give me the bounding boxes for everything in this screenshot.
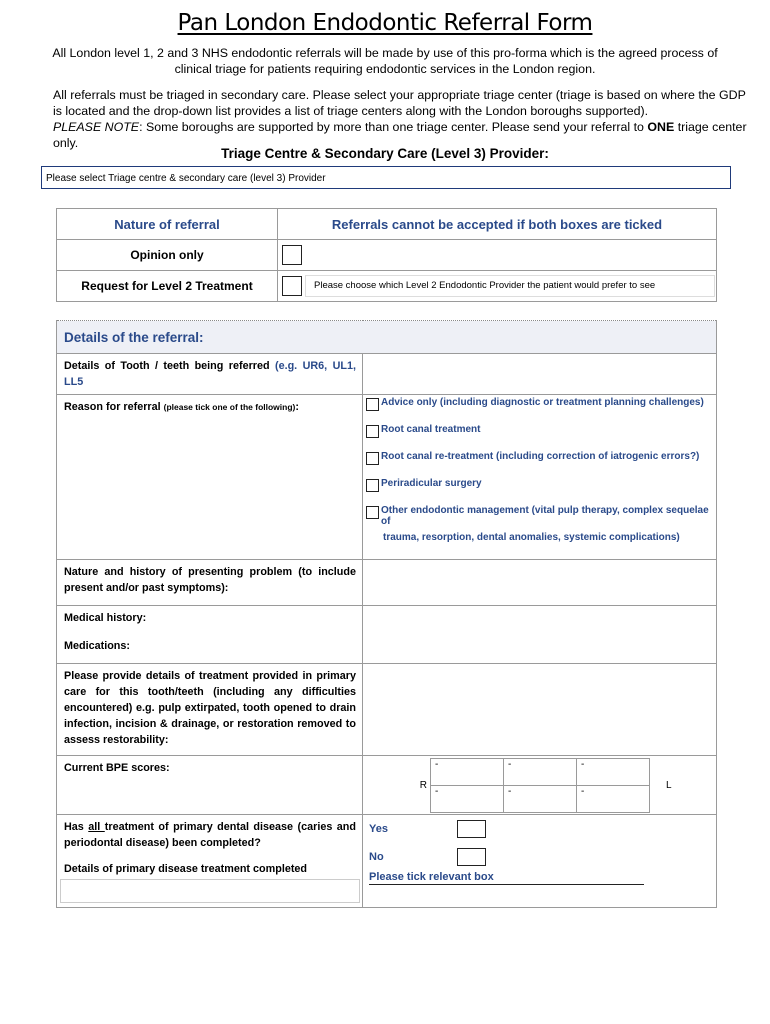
reason-option-label: Other endodontic management (vital pulp therapy, complex sequelae of bbox=[381, 505, 709, 527]
bpe-cell bbox=[363, 756, 717, 815]
form-title: Pan London Endodontic Referral Form bbox=[177, 10, 593, 36]
primary-question-end: treatment of primary dental disease (caries and periodontal disease) been completed? bbox=[64, 821, 356, 849]
reason-option-label: Periradicular surgery bbox=[381, 478, 482, 489]
bpe-score-cell[interactable]: - bbox=[577, 758, 650, 785]
history-label: Nature and history of presenting problem (to include present and/or past symptoms): bbox=[57, 560, 363, 606]
intro-text: All London level 1, 2 and 3 NHS endodontic referrals will be made by use of this pro-forma which is the agreed process of clinical triage for patients requiring endodontic services in the London region. bbox=[52, 46, 718, 76]
triage-heading: Triage Centre & Secondary Care (Level 3) Provider: bbox=[221, 146, 549, 161]
opinion-only-checkbox[interactable] bbox=[282, 245, 302, 265]
reason-option[interactable] bbox=[366, 451, 716, 478]
treatment-input[interactable] bbox=[363, 664, 717, 756]
primary-details-input[interactable] bbox=[60, 879, 360, 903]
reason-checkbox[interactable] bbox=[366, 452, 379, 465]
bpe-score-cell[interactable]: - bbox=[431, 785, 504, 812]
tooth-label-text: Details of Tooth / teeth being referred bbox=[64, 360, 275, 372]
primary-disease-options bbox=[363, 815, 717, 908]
no-label: No bbox=[369, 851, 384, 863]
reason-continuation: trauma, resorption, dental anomalies, systemic complications) bbox=[383, 532, 680, 543]
triage-instructions bbox=[53, 87, 753, 151]
bpe-score-cell[interactable]: - bbox=[431, 758, 504, 785]
details-heading: Details of the referral: bbox=[57, 321, 717, 354]
reason-checkbox[interactable] bbox=[366, 398, 379, 411]
referral-details-table bbox=[56, 320, 717, 908]
bpe-score-cell[interactable]: - bbox=[577, 785, 650, 812]
reason-checkbox[interactable] bbox=[366, 506, 379, 519]
reason-checkbox[interactable] bbox=[366, 479, 379, 492]
note-text-end: triage center only. bbox=[53, 120, 747, 150]
triage-provider-select[interactable]: Please select Triage centre & secondary care (level 3) Provider bbox=[41, 166, 731, 189]
medications-label: Medications: bbox=[64, 640, 130, 652]
tooth-example: (e.g. UR6, UL1, LL5 bbox=[64, 360, 356, 388]
reason-option[interactable] bbox=[366, 505, 716, 532]
primary-question-all: all bbox=[88, 821, 105, 833]
bpe-right-label: R bbox=[419, 779, 427, 791]
reason-hint: (please tick one of the following) bbox=[163, 402, 296, 412]
level2-treatment-checkbox[interactable] bbox=[282, 276, 302, 296]
nature-of-referral-table bbox=[56, 208, 717, 302]
level2-treatment-label: Request for Level 2 Treatment bbox=[57, 271, 278, 302]
reason-option[interactable] bbox=[366, 478, 716, 505]
primary-question-start: Has bbox=[64, 821, 89, 833]
reason-label-text: Reason for referral bbox=[64, 401, 164, 413]
reason-option[interactable] bbox=[366, 397, 716, 424]
note-one: ONE bbox=[647, 120, 675, 134]
primary-disease-label bbox=[57, 815, 363, 908]
treatment-label: Please provide details of treatment provided in primary care for this tooth/teeth (including any difficulties encountered) e.g. pulp extirpated, tooth opened to drain infection, incision & drainage, or restoration removed to assess restorability: bbox=[57, 664, 363, 756]
opinion-only-label: Opinion only bbox=[57, 240, 278, 271]
level2-provider-select[interactable]: Please choose which Level 2 Endodontic Provider the patient would prefer to see bbox=[305, 275, 715, 297]
tick-note: Please tick relevant box bbox=[369, 871, 644, 885]
medical-labels bbox=[57, 606, 363, 664]
yes-checkbox[interactable] bbox=[457, 820, 486, 838]
yes-label: Yes bbox=[369, 823, 388, 835]
bpe-score-cell[interactable]: - bbox=[504, 758, 577, 785]
no-checkbox[interactable] bbox=[457, 848, 486, 866]
reason-checkbox[interactable] bbox=[366, 425, 379, 438]
history-input[interactable] bbox=[363, 560, 717, 606]
note-text: : Some boroughs are supported by more than one triage center. Please send your referral to bbox=[139, 120, 648, 134]
instruction-text: All referrals must be triaged in secondary care. Please select your appropriate triage center (triage is based on where the GDP is located and the drop-down list provides a list of triage centers along with the London boroughs supported). bbox=[53, 88, 746, 118]
reason-option-label: Root canal re-treatment (including correction of iatrogenic errors?) bbox=[381, 451, 700, 462]
bpe-score-cell[interactable]: - bbox=[504, 785, 577, 812]
reason-label bbox=[57, 395, 363, 560]
tooth-input[interactable] bbox=[363, 354, 717, 395]
tooth-label bbox=[57, 354, 363, 395]
bpe-left-label: L bbox=[666, 779, 672, 791]
reason-option-label: Advice only (including diagnostic or treatment planning challenges) bbox=[381, 397, 704, 408]
reason-option[interactable] bbox=[366, 424, 716, 451]
medical-input[interactable] bbox=[363, 606, 717, 664]
reason-options bbox=[363, 395, 717, 560]
primary-details-label: Details of primary disease treatment completed bbox=[64, 863, 308, 875]
bpe-label: Current BPE scores: bbox=[57, 756, 363, 815]
bpe-grid bbox=[430, 758, 650, 813]
medical-history-label: Medical history: bbox=[64, 612, 147, 624]
primary-question bbox=[64, 819, 356, 851]
nature-header: Nature of referral bbox=[57, 209, 278, 240]
warning-header: Referrals cannot be accepted if both boxes are ticked bbox=[278, 209, 717, 240]
reason-colon: : bbox=[295, 401, 299, 413]
note-label: PLEASE NOTE bbox=[53, 120, 140, 134]
reason-option-label: Root canal treatment bbox=[381, 424, 481, 435]
